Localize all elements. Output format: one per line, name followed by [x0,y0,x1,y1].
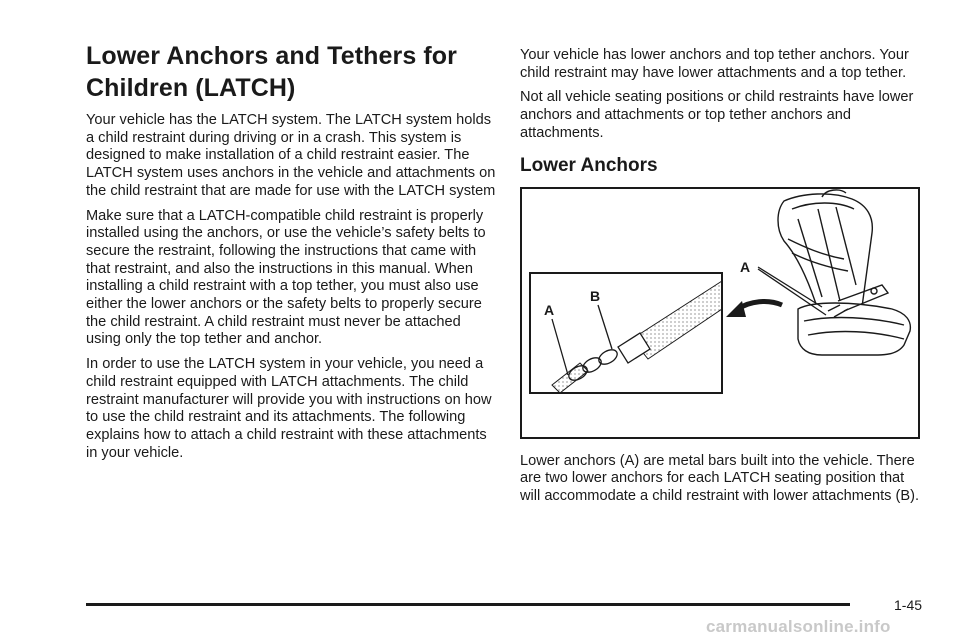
page-number: 1-45 [894,597,923,613]
section-heading: Lower Anchors and Tethers for Children (LATCH) [86,42,458,102]
paragraph-usage: In order to use the LATCH system in your vehicle, you need a child restraint equipped with LATCH attachments. The child restraint manufacturer will provide you with instructions on how to use the child restraint and its attachments. The following explains how to attach a child restraint with these attachments in your vehicle. [86,356,492,461]
paragraph-latch-intro: Your vehicle has the LATCH system. The LATCH system holds a child restraint during driving or in a crash. This system is designed to make installation of a child restraint easier. The LATCH system uses anchors in the vehicle and attachments on the child restraint that are made for use with the LATCH system [86,112,496,199]
watermark: carmanualsonline.info [706,617,891,636]
left-column [86,40,496,469]
paragraph-seating-positions: Not all vehicle seating positions or child restraints have lower anchors and attachments or top tether anchors and attachments. [520,89,914,141]
footer-rule [86,603,850,606]
inset-detail [530,273,722,393]
vehicle-seat-drawing [778,189,910,354]
direction-arrow [726,301,782,317]
figure-caption: Lower anchors (A) are metal bars built into the vehicle. There are two lower anchors for each LATCH seating position that will accommodate a child restraint with lower attachments (B). [520,452,920,504]
lower-anchors-illustration [520,187,920,439]
right-column [520,47,924,513]
label-seat-a: A [740,258,751,275]
label-inset-a: A [544,301,555,318]
label-inset-b: B [590,287,601,304]
subheading-lower-anchors: Lower Anchors [520,154,658,176]
paragraph-installation: Make sure that a LATCH-compatible child restraint is properly installed using the anchors, or use the vehicle’s safety belts to secure the restraint, following the instructions that came with that restraint, and also the instructions in this manual. When installing a child restraint with a top tether, you must also use either the lower anchors or the safety belts to properly secure the child restraint. A child restraint must never be attached using only the top tether and anchor. [86,207,486,348]
paragraph-anchors-overview: Your vehicle has lower anchors and top tether anchors. Your child restraint may have lower attachments and a top tether. [520,47,909,81]
illustration-drawing [522,189,922,441]
